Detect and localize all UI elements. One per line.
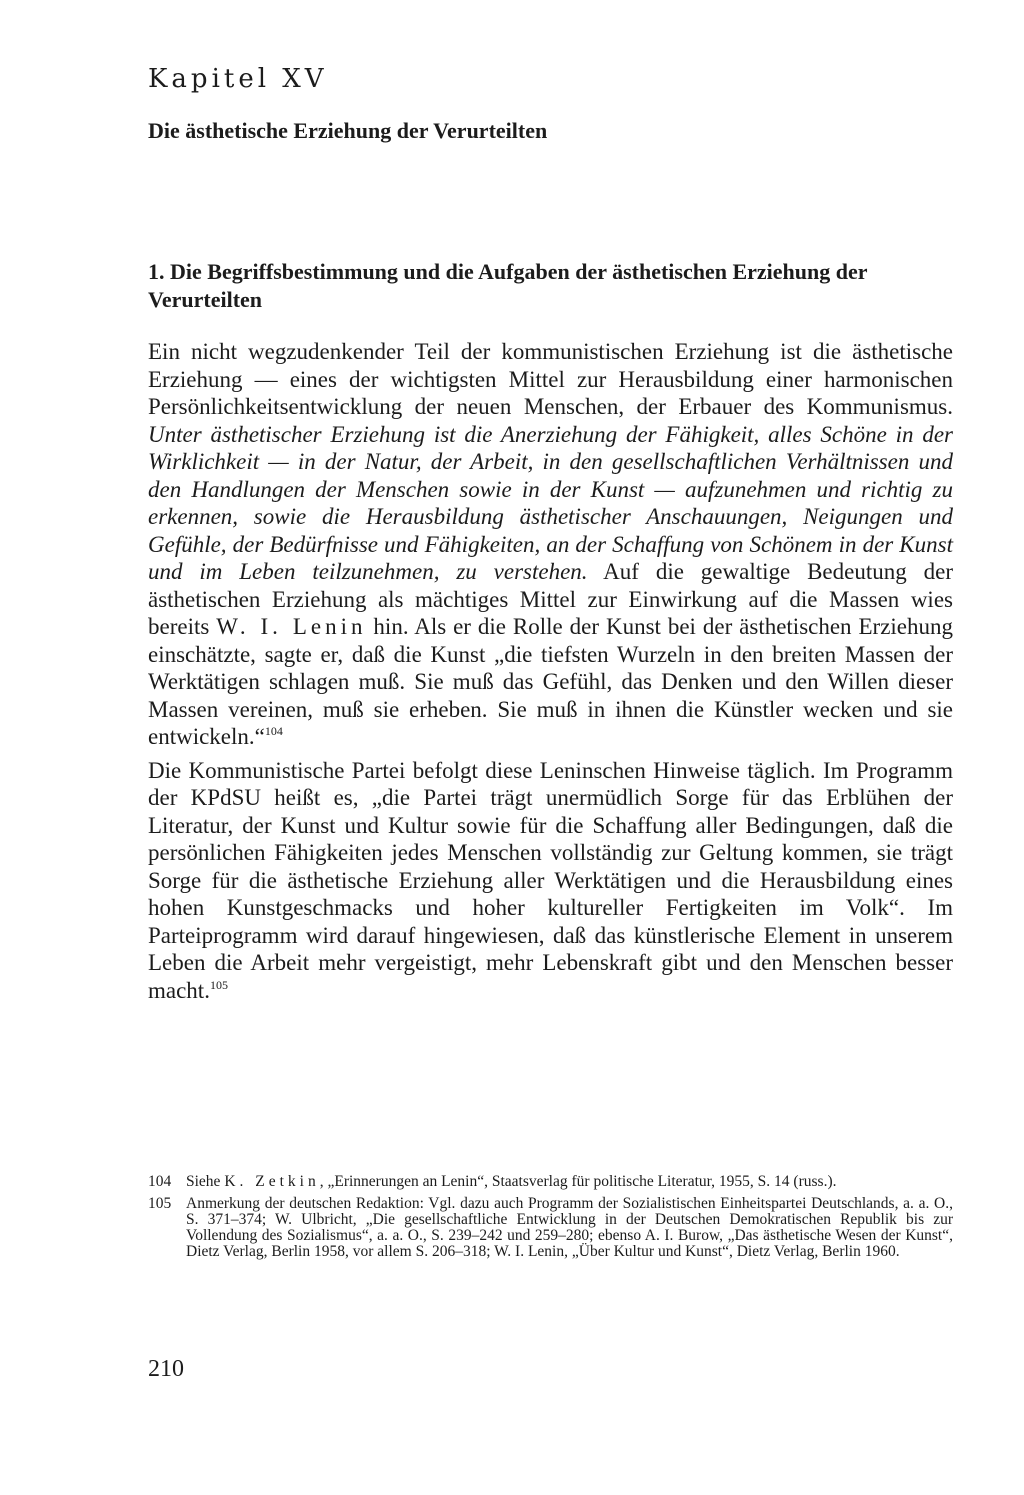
footnote-105 [148, 1196, 953, 1260]
lenin-name: W. I. Lenin [216, 614, 367, 639]
page-number: 210 [148, 1356, 184, 1382]
footnote-ref-104: 104 [264, 724, 283, 738]
footnote-text: Anmerkung der deutschen Redaktion: Vgl. dazu auch Programm der Sozialistischen Einheitspartei Deutschlands, a. a. O., S. 371–374; W. Ulbricht, „Die gesellschaftliche Entwicklung in der Deutschen Demokratischen Republik bis zur Vollendung des Sozialismus“, a. a. O., S. 239–242 und 259–280; ebenso A. I. Burow, „Das ästhetische Wesen der Kunst“, Dietz Verlag, Berlin 1958, vor allem S. 206–318; W. I. Lenin, „Über Kultur und Kunst“, Dietz Verlag, Berlin 1960. [186, 1195, 953, 1260]
footnotes [148, 1174, 953, 1266]
section-title: 1. Die Begriffsbestimmung und die Aufgaben der ästhetischen Erziehung der Verurteilten [148, 259, 868, 312]
chapter-title: Die ästhetische Erziehung der Verurteilten [148, 118, 548, 143]
paragraph-2-text: Die Kommunistische Partei befolgt diese Leninschen Hinweise täglich. Im Programm der KPdSU heißt es, „die Partei trägt unermüdlich Sorge für das Erblühen der Literatur, der Kunst und Kultur sowie für die Schaffung aller Bedingungen, daß die persönlichen Fähigkeiten jedes Menschen vollständig zur Geltung kommen, sie trägt Sorge für die ästhetische Erziehung aller Werktätigen und die Herausbildung eines hohen Kunstgeschmacks und hoher kultureller Fertigkeiten im Volk“. Im Parteiprogramm wird darauf hingewiesen, daß das künstlerische Element in unserem Leben die Arbeit mehr vergeistigt, mehr Lebenskraft gibt und den Menschen besser macht. [148, 757, 953, 1003]
paragraph-1-intro: Ein nicht wegzudenkender Teil der kommunistischen Erziehung ist die ästhetische Erziehung — eines der wichtigsten Mittel zur Herausbildung einer harmonischen Persönlichkeitsentwicklung der neuen Menschen, der Erbauer des Kommunismus. [148, 339, 953, 419]
footnote-number: 105 [148, 1195, 172, 1212]
footnote-author: K. Zetkin [224, 1173, 320, 1190]
chapter-label: Kapitel XV [148, 64, 328, 94]
paragraph-1 [148, 338, 953, 751]
footnote-text-before: Siehe [186, 1173, 225, 1190]
footnote-text [186, 1174, 953, 1190]
footnote-104 [148, 1174, 953, 1190]
body-text [148, 338, 953, 1004]
definition-italic: Unter ästhetischer Erziehung ist die Anerziehung der Fähigkeit, alles Schöne in der Wirklichkeit — in der Natur, der Arbeit, in den gesellschaftlichen Verhältnissen und den Handlungen der Menschen sowie in der Kunst — aufzunehmen und richtig zu erkennen, sowie die Herausbildung ästhetischer Anschauungen, Neigungen und Gefühle, der Bedürfnisse und Fähigkeiten, an der Schaffung von Schönem in der Kunst und im Leben teilzunehmen, zu verstehen. [148, 421, 953, 584]
footnote-ref-105: 105 [209, 977, 228, 992]
paragraph-1-quote: hin. Als er die Rolle der Kunst bei der ästhetischen Erziehung einschätzte, sagte er, daß die Kunst „die tiefsten Wurzeln in den breiten Massen der Werktätigen schlagen muß. Sie muß das Gefühl, das Denken und den Willen dieser Massen vereinen, muß sie erheben. Sie muß in ihnen die Künstler wecken und sie entwickeln.“ [148, 614, 954, 749]
footnote-text-after: , „Erinnerungen an Lenin“, Staatsverlag für politische Literatur, 1955, S. 14 (russ.). [319, 1173, 837, 1190]
paragraph-1-continuation: Auf die gewaltige Bedeutung der ästhetischen Erziehung als mächtiges Mittel zur Einwirkung auf die Massen wies bereits [148, 559, 953, 639]
paragraph-2 [148, 757, 953, 1005]
footnote-number: 104 [148, 1173, 172, 1190]
